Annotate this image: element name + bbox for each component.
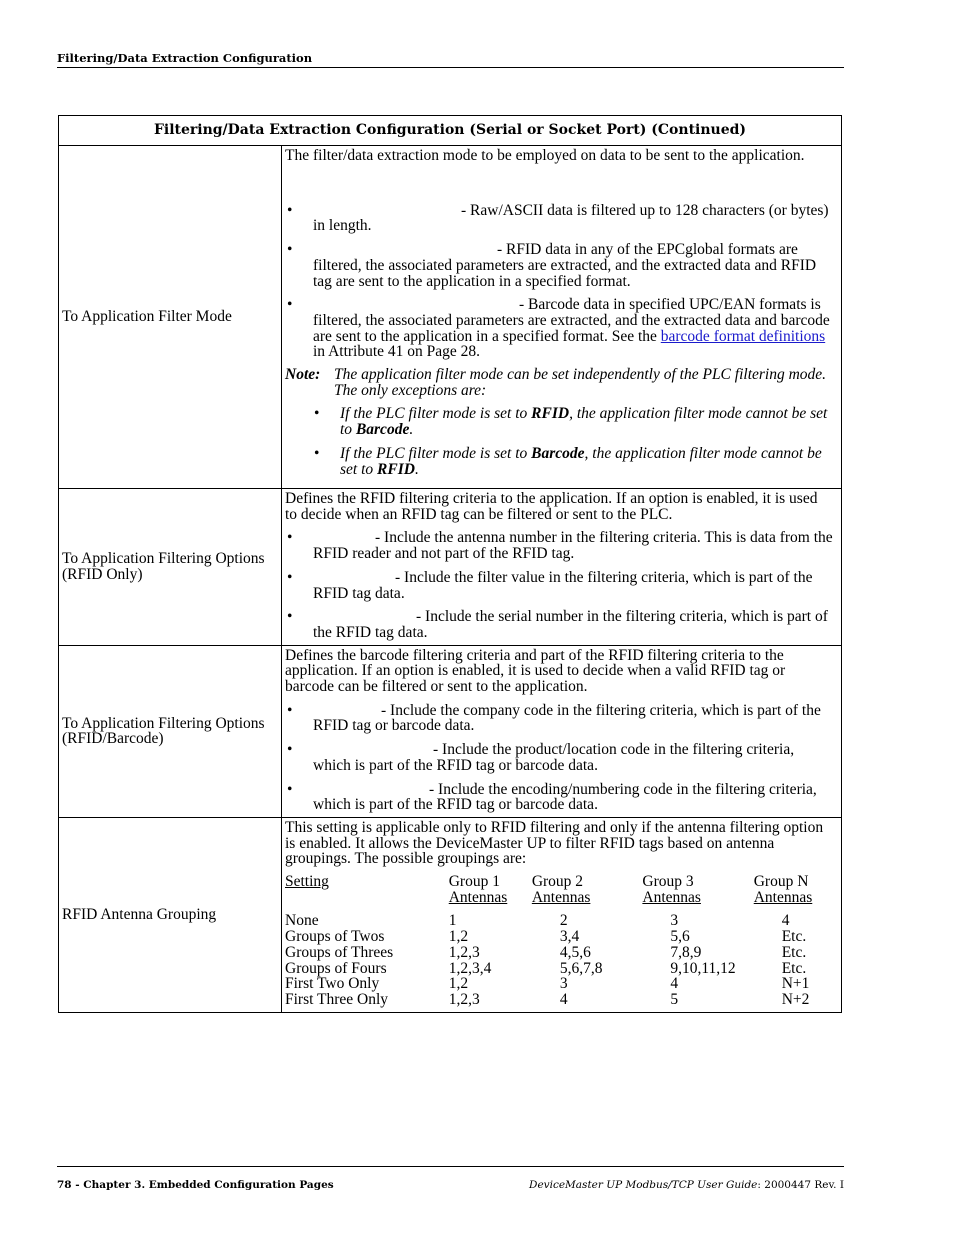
row-label: To Application Filter Mode <box>59 146 282 489</box>
note: Note: The application filter mode can be set independently of the PLC filtering mode. The only exceptions are: <box>285 366 827 399</box>
row-label: To Application Filtering Options (RFID Only) <box>59 489 282 646</box>
table-row <box>59 817 842 1012</box>
table-row: None 1 2 3 4 <box>285 912 790 930</box>
table-row <box>59 146 842 489</box>
grouping-header-row: Setting Group 1 Antennas Group 2 Antennas Group 3 Antennas Group N Antennas <box>285 873 813 906</box>
note-list-item: • If the PLC filter mode is set to RFID, the application filter mode cannot be set to Barcode. <box>314 405 828 439</box>
list-item: • - Barcode data in specified UPC/EAN formats is filtered, the associated parameters are extracted, and the extracted data and barcode are sent to the application in a specified format. See the barcode format definitions in Attribute 41 on Page 28. <box>287 296 830 361</box>
row-label: To Application Filtering Options (RFID/Barcode) <box>59 645 282 817</box>
table-caption: Filtering/Data Extraction Configuration (Serial or Socket Port) (Continued) <box>59 116 842 146</box>
list-item: • - Include the product/location code in the filtering criteria, which is part of the RFID tag or barcode data. <box>287 741 795 774</box>
row-intro: The filter/data extraction mode to be employed on data to be sent to the application. <box>285 147 805 164</box>
list-item: • - Include the company code in the filtering criteria, which is part of the RFID tag or barcode data. <box>287 701 821 735</box>
table-row: Groups of Twos 1,2 3,4 5,6 Etc. <box>285 928 807 946</box>
filtering-config-table <box>58 115 842 1013</box>
table-row: First Two Only 1,2 3 4 N+1 <box>285 975 810 993</box>
table-row: Groups of Fours 1,2,3,4 5,6,7,8 9,10,11,12 Etc. <box>285 959 807 977</box>
table-row: First Three Only 1,2,3 4 5 N+2 <box>285 990 810 1008</box>
table-row: Groups of Threes 1,2,3 4,5,6 7,8,9 Etc. <box>285 943 807 961</box>
footer-doc-title: DeviceMaster UP Modbus/TCP User Guide: 2000447 Rev. I <box>529 1179 844 1191</box>
list-item: • - RFID data in any of the EPCglobal formats are filtered, the associated parameters are extracted, and the extracted data and RFID tag are sent to the application in a specified format. <box>287 241 817 290</box>
footer-rule <box>57 1166 844 1167</box>
list-item: • - Include the antenna number in the filtering criteria. This is data from the RFID reader and not part of the RFID tag. <box>287 529 833 563</box>
row-description <box>282 489 842 646</box>
row-intro: Defines the barcode filtering criteria and part of the RFID filtering criteria to the application. If an option is enabled, it is used to decide when a valid RFID tag or barcode can be filtered or sent to the application. <box>285 646 786 696</box>
row-description <box>282 645 842 817</box>
row-description <box>282 146 842 489</box>
row-label: RFID Antenna Grouping <box>59 817 282 1012</box>
barcode-format-link[interactable]: barcode format definitions <box>660 327 826 345</box>
running-header: Filtering/Data Extraction Configuration <box>57 51 313 65</box>
antenna-grouping-table <box>285 874 833 1008</box>
row-intro: This setting is applicable only to RFID filtering and only if the antenna filtering option is enabled. It allows the DeviceMaster UP to filter RFID tags based on antenna groupings. The possible groupings are: <box>285 818 824 868</box>
row-description <box>282 817 842 1012</box>
list-item: • - Include the serial number in the filtering criteria, which is part of the RFID tag data. <box>287 608 828 641</box>
list-item: • - Include the encoding/numbering code in the filtering criteria, which is part of the RFID tag or barcode data. <box>287 780 817 814</box>
table-row <box>59 489 842 646</box>
list-item: • - Include the filter value in the filtering criteria, which is part of the RFID tag data. <box>287 568 813 602</box>
footer-page-label: 78 - Chapter 3. Embedded Configuration Pages <box>57 1179 334 1191</box>
header-rule <box>57 67 844 68</box>
table-caption-row <box>59 116 842 146</box>
note-list-item: • If the PLC filter mode is set to Barcode, the application filter mode cannot be set to RFID. <box>314 444 822 478</box>
table-row <box>59 645 842 817</box>
list-item: • - Raw/ASCII data is filtered up to 128 characters (or bytes) in length. <box>287 201 829 235</box>
row-intro: Defines the RFID filtering criteria to the application. If an option is enabled, it is used to decide when an RFID tag can be filtered or sent to the PLC. <box>285 490 818 523</box>
